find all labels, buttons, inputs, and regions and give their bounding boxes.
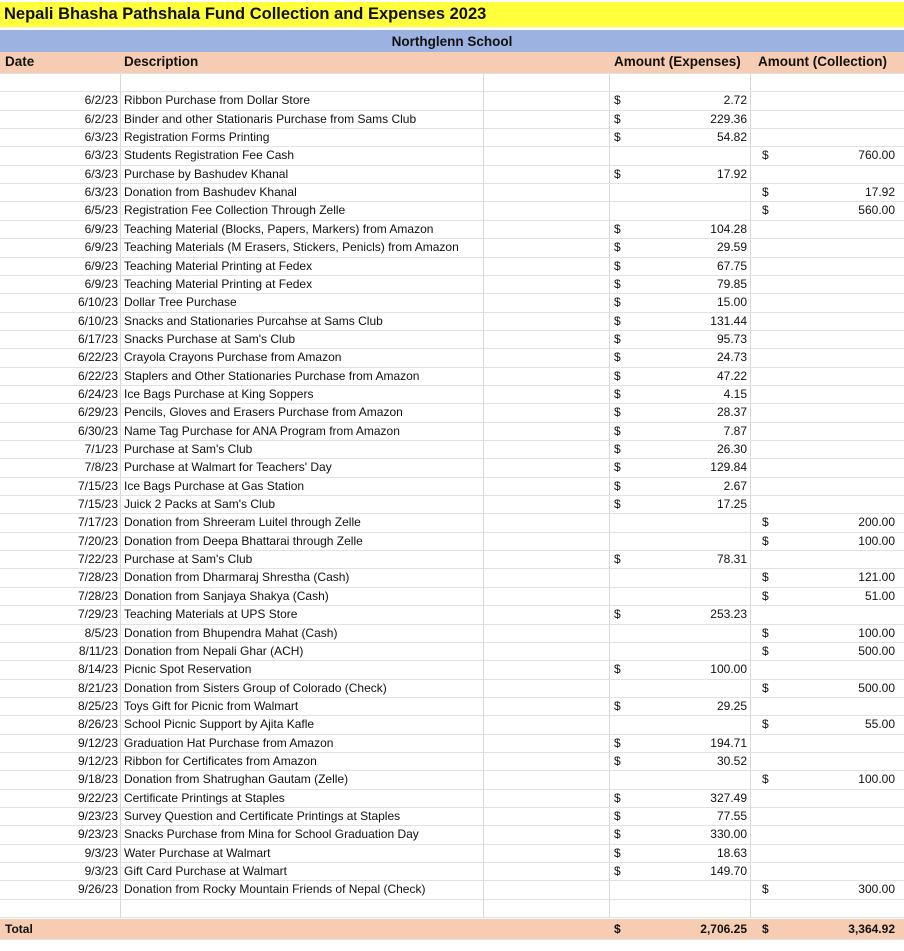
table-row <box>0 458 904 476</box>
row-date: 6/29/23 <box>77 405 118 420</box>
row-collection-currency: $ <box>762 717 769 732</box>
row-description: Purchase by Bashudev Khanal <box>124 166 289 181</box>
row-collection-currency: $ <box>762 148 769 163</box>
row-collection-currency: $ <box>762 680 769 695</box>
table-row <box>0 257 904 275</box>
row-expense-currency: $ <box>614 552 621 567</box>
table-row <box>0 697 904 715</box>
row-collection-value: 200.00 <box>858 515 895 530</box>
table-row <box>0 220 904 238</box>
row-date: 8/14/23 <box>77 662 118 677</box>
row-date: 9/22/23 <box>77 790 118 805</box>
table-row <box>0 477 904 495</box>
row-date: 7/15/23 <box>77 478 118 493</box>
table-row <box>0 550 904 568</box>
row-description: Binder and other Stationaris Purchase from Sams Club <box>124 111 417 126</box>
row-collection-currency: $ <box>762 533 769 548</box>
table-row <box>0 312 904 330</box>
row-expense-value: 95.73 <box>716 331 747 346</box>
total-expense-currency: $ <box>614 922 621 936</box>
row-expense-currency: $ <box>614 240 621 255</box>
row-expense-currency: $ <box>614 809 621 823</box>
row-description: Teaching Materials at UPS Store <box>124 607 298 622</box>
row-expense-value: 330.00 <box>710 827 747 842</box>
table-row <box>0 825 904 843</box>
row-expense-currency: $ <box>614 497 621 512</box>
row-expense-value: 229.36 <box>710 111 747 126</box>
row-date: 6/3/23 <box>84 130 118 145</box>
row-expense-currency: $ <box>614 93 621 108</box>
table-row <box>0 770 904 788</box>
row-expense-value: 17.25 <box>716 497 747 512</box>
row-date: 9/3/23 <box>84 864 118 879</box>
row-expense-currency: $ <box>614 350 621 365</box>
row-collection-currency: $ <box>762 203 769 218</box>
row-description: Purchase at Walmart for Teachers' Day <box>124 460 332 475</box>
row-date: 7/17/23 <box>77 515 118 530</box>
row-date: 7/28/23 <box>77 588 118 603</box>
row-expense-value: 15.00 <box>716 295 747 310</box>
row-description: Purchase at Sam's Club <box>124 552 253 567</box>
table-row <box>0 348 904 366</box>
row-description: Pencils, Gloves and Erasers Purchase from Amazon <box>124 405 403 420</box>
row-description: Water Purchase at Walmart <box>124 845 271 860</box>
row-date: 6/10/23 <box>77 295 118 310</box>
row-expense-value: 327.49 <box>710 790 747 805</box>
row-description: School Picnic Support by Ajita Kafle <box>124 717 315 732</box>
row-date: 8/21/23 <box>77 680 118 695</box>
row-expense-value: 4.15 <box>723 386 747 401</box>
row-collection-value: 100.00 <box>858 772 895 787</box>
row-expense-value: 17.92 <box>716 166 747 181</box>
row-expense-value: 129.84 <box>710 460 747 475</box>
row-description: Ribbon Purchase from Dollar Store <box>124 93 311 108</box>
row-description: Purchase at Sam's Club <box>124 442 253 456</box>
row-collection-currency: $ <box>762 570 769 585</box>
row-expense-currency: $ <box>614 607 621 622</box>
row-description: Donation from Deepa Bhattarai through Zelle <box>124 533 363 548</box>
row-description: Students Registration Fee Cash <box>124 148 295 163</box>
table-row <box>0 293 904 311</box>
row-collection-value: 55.00 <box>864 717 895 732</box>
total-label: Total <box>5 922 33 936</box>
row-expense-value: 30.52 <box>716 753 747 768</box>
blank-row <box>0 939 904 951</box>
row-date: 6/3/23 <box>84 166 118 181</box>
table-row <box>0 91 904 109</box>
row-description: Donation from Sanjaya Shakya (Cash) <box>124 588 329 603</box>
total-row <box>0 919 904 939</box>
row-collection-value: 100.00 <box>858 533 895 548</box>
row-expense-currency: $ <box>614 313 621 328</box>
row-expense-currency: $ <box>614 753 621 768</box>
row-expense-value: 2.67 <box>723 478 747 493</box>
row-expense-value: 2.72 <box>723 93 747 108</box>
row-expense-currency: $ <box>614 276 621 291</box>
row-collection-value: 500.00 <box>858 680 895 695</box>
grid-line <box>0 899 904 900</box>
row-description: Donation from Shreeram Luitel through Zelle <box>124 515 361 530</box>
row-description: Picnic Spot Reservation <box>124 662 252 677</box>
header-date: Date <box>5 54 35 69</box>
row-expense-currency: $ <box>614 735 621 750</box>
table-row <box>0 880 904 898</box>
row-date: 7/8/23 <box>84 460 118 475</box>
row-date: 6/17/23 <box>77 331 118 346</box>
row-description: Dollar Tree Purchase <box>124 295 237 310</box>
table-row <box>0 807 904 825</box>
row-description: Teaching Material (Blocks, Papers, Markers) from Amazon <box>124 221 434 236</box>
row-expense-currency: $ <box>614 827 621 842</box>
row-date: 9/26/23 <box>77 882 118 897</box>
row-expense-value: 77.55 <box>716 809 747 823</box>
row-expense-value: 79.85 <box>716 276 747 291</box>
row-expense-value: 54.82 <box>716 130 747 145</box>
row-expense-currency: $ <box>614 698 621 713</box>
row-collection-value: 121.00 <box>858 570 895 585</box>
school-name: Northglenn School <box>391 33 513 49</box>
table-row <box>0 128 904 146</box>
row-date: 9/3/23 <box>84 845 118 860</box>
row-expense-currency: $ <box>614 478 621 493</box>
row-date: 6/2/23 <box>84 111 118 126</box>
row-description: Ribbon for Certificates from Amazon <box>124 753 317 768</box>
row-collection-currency: $ <box>762 643 769 658</box>
table-row <box>0 789 904 807</box>
row-expense-currency: $ <box>614 460 621 475</box>
table-row <box>0 367 904 385</box>
row-date: 7/29/23 <box>77 607 118 622</box>
row-date: 6/22/23 <box>77 350 118 365</box>
header-description: Description <box>124 54 199 69</box>
grid-line <box>0 917 904 918</box>
header-expenses: Amount (Expenses) <box>614 54 741 69</box>
row-expense-value: 131.44 <box>710 313 747 328</box>
row-date: 8/5/23 <box>84 625 118 640</box>
row-expense-currency: $ <box>614 405 621 420</box>
title-text: Nepali Bhasha Pathshala Fund Collection and Expenses 2023 <box>4 5 487 23</box>
row-description: Donation from Rocky Mountain Friends of Nepal (Check) <box>124 882 426 897</box>
row-expense-currency: $ <box>614 423 621 438</box>
table-row <box>0 238 904 256</box>
row-collection-currency: $ <box>762 588 769 603</box>
table-row <box>0 532 904 550</box>
row-date: 8/26/23 <box>77 717 118 732</box>
row-description: Teaching Material Printing at Fedex <box>124 276 313 291</box>
row-expense-value: 29.25 <box>716 698 747 713</box>
row-description: Graduation Hat Purchase from Amazon <box>124 735 334 750</box>
row-collection-value: 17.92 <box>864 185 895 200</box>
row-expense-currency: $ <box>614 442 621 456</box>
row-expense-value: 18.63 <box>716 845 747 860</box>
row-collection-value: 51.00 <box>864 588 895 603</box>
row-expense-currency: $ <box>614 662 621 677</box>
row-description: Ice Bags Purchase at Gas Station <box>124 478 305 493</box>
table-row <box>0 624 904 642</box>
row-description: Juick 2 Packs at Sam's Club <box>124 497 276 512</box>
row-expense-currency: $ <box>614 368 621 383</box>
row-description: Snacks and Stationaries Purcahse at Sams Club <box>124 313 383 328</box>
table-row <box>0 660 904 678</box>
row-date: 6/3/23 <box>84 185 118 200</box>
row-date: 9/23/23 <box>77 827 118 842</box>
row-date: 7/1/23 <box>84 442 118 456</box>
row-date: 6/9/23 <box>84 240 118 255</box>
row-expense-value: 26.30 <box>716 442 747 456</box>
sheet-title <box>0 2 904 27</box>
header-collection: Amount (Collection) <box>758 54 887 69</box>
row-description: Registration Forms Printing <box>124 130 270 145</box>
row-collection-currency: $ <box>762 625 769 640</box>
row-date: 7/15/23 <box>77 497 118 512</box>
row-collection-value: 100.00 <box>858 625 895 640</box>
row-date: 6/9/23 <box>84 258 118 273</box>
total-collection-value: 3,364.92 <box>848 922 895 936</box>
row-collection-value: 560.00 <box>858 203 895 218</box>
table-row <box>0 587 904 605</box>
row-expense-value: 7.87 <box>723 423 747 438</box>
row-date: 6/22/23 <box>77 368 118 383</box>
table-row <box>0 183 904 201</box>
row-description: Registration Fee Collection Through Zelle <box>124 203 346 218</box>
row-date: 8/25/23 <box>77 698 118 713</box>
row-description: Certificate Printings at Staples <box>124 790 285 805</box>
row-description: Name Tag Purchase for ANA Program from Amazon <box>124 423 400 438</box>
school-banner <box>0 30 904 52</box>
row-expense-currency: $ <box>614 845 621 860</box>
row-expense-value: 194.71 <box>710 735 747 750</box>
row-date: 7/20/23 <box>77 533 118 548</box>
row-expense-value: 29.59 <box>716 240 747 255</box>
table-row <box>0 110 904 128</box>
row-date: 6/9/23 <box>84 221 118 236</box>
table-row <box>0 679 904 697</box>
table-row <box>0 330 904 348</box>
table-row <box>0 734 904 752</box>
row-description: Donation from Shatrughan Gautam (Zelle) <box>124 772 349 787</box>
row-description: Teaching Materials (M Erasers, Stickers, Penicls) from Amazon <box>124 240 459 255</box>
row-description: Crayola Crayons Purchase from Amazon <box>124 350 342 365</box>
row-description: Staplers and Other Stationaries Purchase from Amazon <box>124 368 420 383</box>
row-description: Gift Card Purchase at Walmart <box>124 864 287 879</box>
row-expense-value: 104.28 <box>710 221 747 236</box>
row-expense-currency: $ <box>614 386 621 401</box>
row-date: 6/9/23 <box>84 276 118 291</box>
row-expense-currency: $ <box>614 221 621 236</box>
row-collection-value: 500.00 <box>858 643 895 658</box>
row-expense-currency: $ <box>614 258 621 273</box>
row-expense-value: 28.37 <box>716 405 747 420</box>
row-expense-currency: $ <box>614 790 621 805</box>
row-description: Snacks Purchase from Mina for School Graduation Day <box>124 827 419 842</box>
row-collection-value: 300.00 <box>858 882 895 897</box>
row-expense-currency: $ <box>614 864 621 879</box>
row-expense-value: 100.00 <box>710 662 747 677</box>
table-row <box>0 513 904 531</box>
table-row <box>0 440 904 458</box>
row-expense-value: 253.23 <box>710 607 747 622</box>
table-row <box>0 275 904 293</box>
row-description: Donation from Bhupendra Mahat (Cash) <box>124 625 338 640</box>
row-collection-currency: $ <box>762 772 769 787</box>
row-date: 8/11/23 <box>78 643 118 658</box>
row-date: 6/24/23 <box>77 386 118 401</box>
row-description: Donation from Bashudev Khanal <box>124 185 297 200</box>
table-row <box>0 165 904 183</box>
table-row <box>0 844 904 862</box>
row-description: Survey Question and Certificate Printings at Staples <box>124 809 401 823</box>
row-description: Snacks Purchase at Sam's Club <box>124 331 296 346</box>
table-row <box>0 495 904 513</box>
grid-line <box>0 73 904 74</box>
row-description: Donation from Dharmaraj Shrestha (Cash) <box>124 570 350 585</box>
row-collection-currency: $ <box>762 882 769 897</box>
row-date: 6/10/23 <box>77 313 118 328</box>
total-collection-currency: $ <box>762 922 769 936</box>
row-expense-currency: $ <box>614 111 621 126</box>
row-expense-currency: $ <box>614 331 621 346</box>
row-expense-currency: $ <box>614 166 621 181</box>
row-collection-value: 760.00 <box>858 148 895 163</box>
row-description: Donation from Nepali Ghar (ACH) <box>124 643 304 658</box>
row-collection-currency: $ <box>762 185 769 200</box>
row-description: Ice Bags Purchase at King Soppers <box>124 386 314 401</box>
row-expense-value: 78.31 <box>716 552 747 567</box>
column-header-row <box>0 52 904 73</box>
row-date: 6/5/23 <box>84 203 118 218</box>
row-date: 9/18/23 <box>77 772 118 787</box>
table-row <box>0 403 904 421</box>
table-row <box>0 605 904 623</box>
row-date: 7/22/23 <box>77 552 118 567</box>
row-date: 7/28/23 <box>77 570 118 585</box>
table-row <box>0 385 904 403</box>
row-expense-value: 47.22 <box>716 368 747 383</box>
table-row <box>0 422 904 440</box>
row-description: Donation from Sisters Group of Colorado (Check) <box>124 680 387 695</box>
row-expense-value: 24.73 <box>716 350 747 365</box>
row-date: 9/23/23 <box>77 809 118 823</box>
row-collection-currency: $ <box>762 515 769 530</box>
table-row <box>0 862 904 880</box>
row-date: 6/2/23 <box>84 93 118 108</box>
row-date: 6/3/23 <box>84 148 118 163</box>
row-date: 6/30/23 <box>77 423 118 438</box>
table-row <box>0 715 904 733</box>
row-expense-currency: $ <box>614 130 621 145</box>
row-description: Teaching Material Printing at Fedex <box>124 258 313 273</box>
table-row <box>0 201 904 219</box>
row-expense-value: 149.70 <box>710 864 747 879</box>
table-row <box>0 146 904 164</box>
row-expense-value: 67.75 <box>716 258 747 273</box>
row-expense-currency: $ <box>614 295 621 310</box>
row-date: 9/12/23 <box>77 735 118 750</box>
table-row <box>0 568 904 586</box>
row-date: 9/12/23 <box>77 753 118 768</box>
table-row <box>0 642 904 660</box>
total-expense-value: 2,706.25 <box>700 922 747 936</box>
row-description: Toys Gift for Picnic from Walmart <box>124 698 299 713</box>
table-row <box>0 752 904 770</box>
